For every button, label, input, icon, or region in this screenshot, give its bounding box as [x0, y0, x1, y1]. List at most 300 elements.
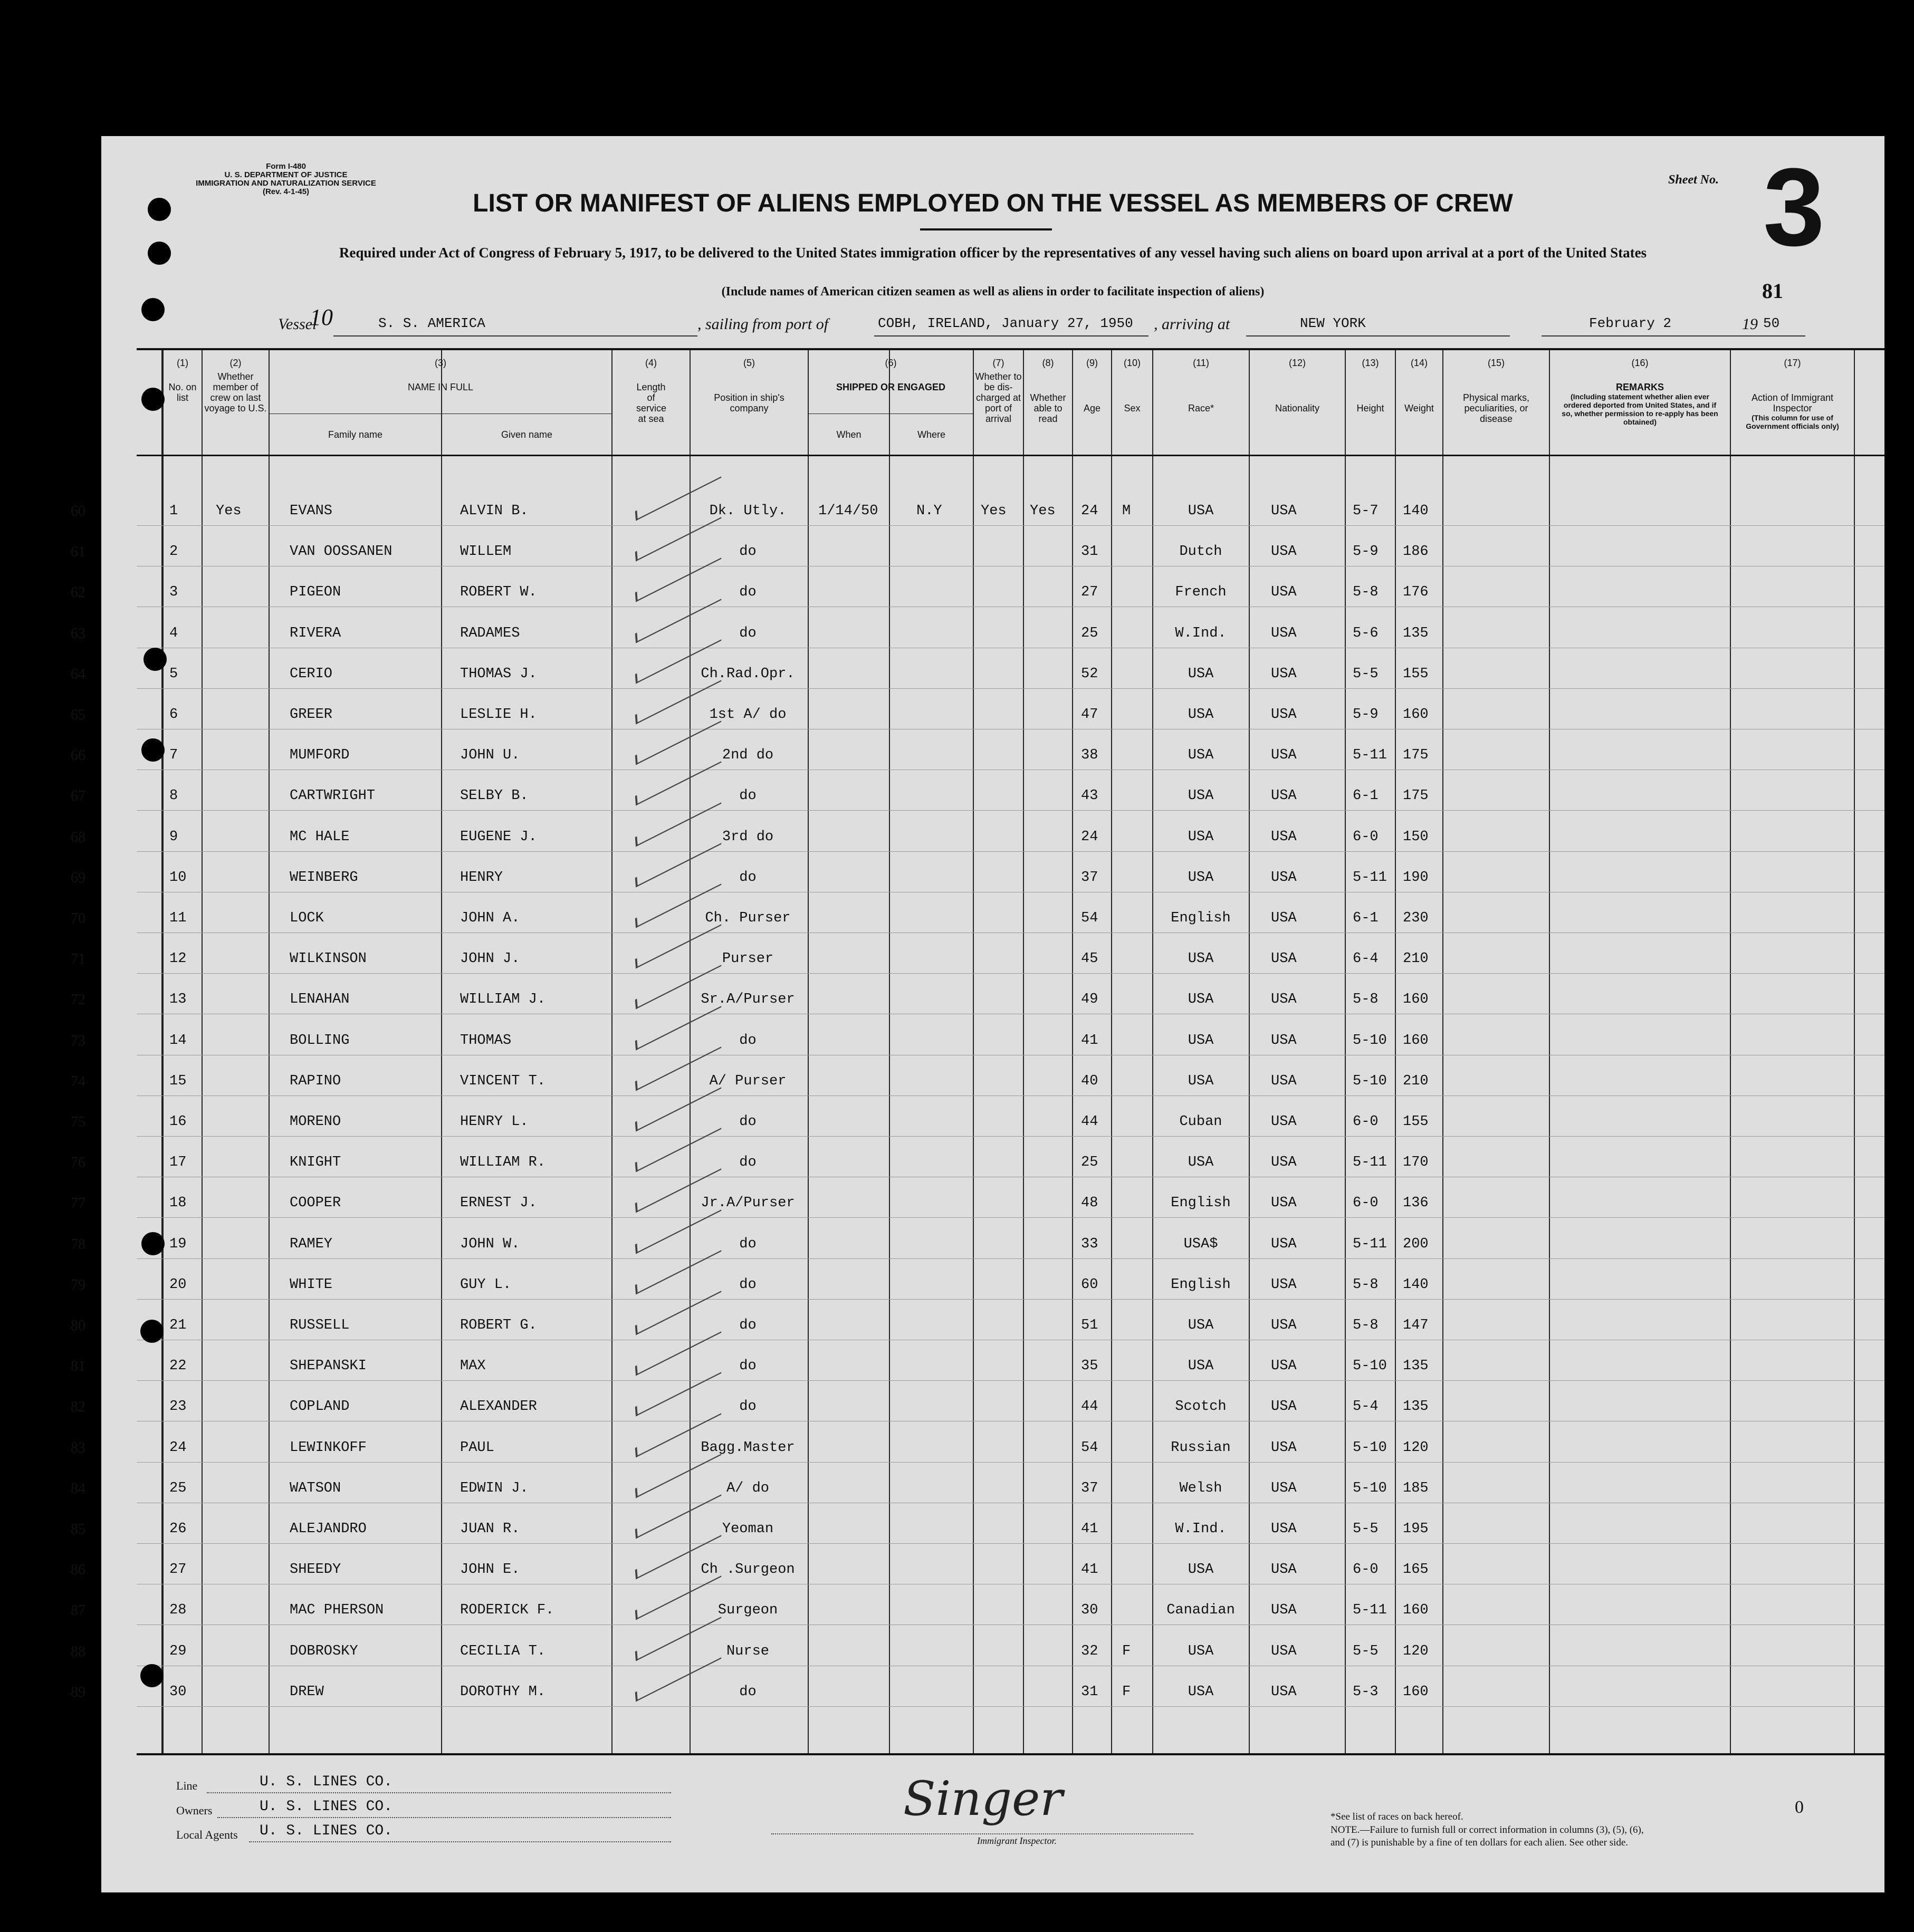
race-cell: English: [1171, 1195, 1231, 1212]
requirement-text: Required under Act of Congress of February 5, 1917, to be delivered to the United States immigration officer by the representatives of any vessel having such aliens on board upon arrival at a port of the United States: [339, 245, 1647, 261]
nationality-cell: USA: [1271, 1602, 1297, 1619]
height-cell: 5-11: [1353, 869, 1387, 886]
given-name-cell: THOMAS J.: [460, 666, 537, 682]
service: IMMIGRATION AND NATURALIZATION SERVICE: [196, 179, 376, 188]
weight-cell: 155: [1403, 666, 1429, 682]
punch-hole: [141, 298, 165, 321]
col14-title: Weight: [1404, 403, 1434, 414]
column-divider: [611, 350, 613, 1753]
given-name-cell: JUAN R.: [460, 1521, 520, 1537]
family-name-cell: LOCK: [290, 910, 324, 926]
weight-cell: 135: [1403, 625, 1429, 641]
list-number-cell: 2: [169, 544, 178, 560]
list-number-cell: 9: [169, 829, 178, 845]
race-cell: USA: [1188, 1073, 1214, 1089]
family-name-cell: EVANS: [290, 503, 333, 519]
given-name-header: Given name: [501, 429, 553, 440]
given-name-cell: JOHN A.: [460, 910, 520, 926]
nationality-cell: USA: [1271, 829, 1297, 845]
position-cell: A/ Purser: [709, 1073, 787, 1089]
line-number-cell: 67: [71, 788, 85, 805]
col11-header: [1153, 358, 1249, 414]
race-cell: USA: [1188, 707, 1214, 723]
family-name-cell: VAN OOSSANEN: [290, 544, 393, 560]
position-cell: do: [739, 1114, 757, 1130]
col2-title: Whether member of crew on last voyage to U.S.: [204, 371, 267, 414]
position-cell: Ch. Purser: [705, 910, 791, 926]
row-rule: [137, 525, 1884, 526]
given-name-cell: JOHN U.: [460, 747, 520, 764]
race-cell: W.Ind.: [1175, 625, 1227, 641]
column-divider: [808, 350, 809, 1753]
race-cell: USA: [1188, 869, 1214, 886]
race-cell: USA: [1188, 951, 1214, 967]
age-cell: 25: [1081, 1155, 1098, 1171]
height-cell: 5-5: [1353, 666, 1379, 682]
nationality-cell: USA: [1271, 1399, 1297, 1415]
line-number-cell: 86: [71, 1562, 85, 1579]
weight-cell: 200: [1403, 1236, 1429, 1252]
col2-number: (2): [229, 358, 242, 368]
family-name-cell: MC HALE: [290, 829, 350, 845]
age-cell: 41: [1081, 1562, 1098, 1578]
height-cell: 6-0: [1353, 829, 1379, 845]
row-rule: [137, 1136, 1884, 1137]
col10-header: [1112, 358, 1152, 414]
races-note: *See list of races on back hereof.: [1331, 1811, 1463, 1822]
line-number-cell: 74: [71, 1073, 85, 1090]
family-name-cell: CERIO: [290, 666, 333, 682]
nationality-cell: USA: [1271, 1358, 1297, 1374]
col1-number: (1): [177, 358, 188, 368]
height-cell: 6-4: [1353, 951, 1379, 967]
col2-header: [203, 358, 269, 414]
list-number-cell: 23: [169, 1399, 187, 1415]
line-number-cell: 75: [71, 1114, 85, 1130]
given-name-cell: WILLIAM J.: [460, 992, 546, 1008]
column-divider: [973, 350, 974, 1753]
position-cell: Purser: [722, 951, 774, 967]
age-cell: 60: [1081, 1276, 1098, 1293]
age-cell: 48: [1081, 1195, 1098, 1212]
col15-title: Physical marks, peculiarities, or disease: [1462, 392, 1530, 424]
age-cell: 44: [1081, 1114, 1098, 1130]
age-cell: 24: [1081, 503, 1098, 519]
height-cell: 5-10: [1353, 1439, 1387, 1456]
age-cell: 41: [1081, 1032, 1098, 1049]
age-cell: 25: [1081, 625, 1098, 641]
nationality-cell: USA: [1271, 1643, 1297, 1659]
family-name-cell: LEWINKOFF: [290, 1439, 367, 1456]
column-divider: [1152, 350, 1153, 1753]
line-number-cell: 82: [71, 1399, 85, 1416]
weight-cell: 160: [1403, 992, 1429, 1008]
position-cell: Bagg.Master: [701, 1439, 795, 1456]
col9-number: (9): [1086, 358, 1098, 368]
nationality-cell: USA: [1271, 1236, 1297, 1252]
family-name-cell: RUSSELL: [290, 1318, 350, 1333]
col8-header: [1024, 358, 1072, 424]
page-number: 81: [1762, 279, 1783, 303]
vessel-label: Vessel: [278, 315, 317, 333]
line-number-cell: 68: [71, 829, 85, 845]
given-name-cell: ALEXANDER: [460, 1399, 537, 1415]
weight-cell: 140: [1403, 503, 1429, 519]
family-name-cell: GREER: [290, 707, 333, 723]
line-number-cell: 85: [71, 1521, 85, 1537]
height-cell: 5-11: [1353, 747, 1387, 764]
col9-header: [1073, 358, 1111, 414]
column-divider: [441, 350, 442, 1753]
list-number-cell: 20: [169, 1276, 187, 1293]
race-cell: USA: [1188, 503, 1214, 519]
list-number-cell: 26: [169, 1521, 187, 1537]
weight-cell: 160: [1403, 1032, 1429, 1049]
line-number-cell: 61: [71, 544, 85, 561]
nationality-cell: USA: [1271, 951, 1297, 967]
list-number-cell: 1: [169, 503, 178, 519]
arrival-month-day: February 2: [1589, 315, 1672, 331]
owners-dotted-rule: [217, 1817, 671, 1818]
manifest-sheet: [71, 136, 1884, 1892]
nationality-cell: USA: [1271, 1684, 1297, 1700]
age-cell: 44: [1081, 1399, 1098, 1415]
line-number-cell: 83: [71, 1439, 85, 1456]
year-prefix: 19: [1742, 315, 1758, 333]
height-cell: 5-8: [1353, 584, 1379, 601]
list-number-cell: 18: [169, 1195, 187, 1212]
given-name-cell: ROBERT G.: [460, 1318, 537, 1333]
given-name-cell: GUY L.: [460, 1276, 512, 1293]
race-cell: Russian: [1171, 1439, 1231, 1456]
age-cell: 47: [1081, 707, 1098, 723]
col15-header: [1443, 358, 1549, 424]
discharged-at-arrival-cell: Yes: [981, 503, 1007, 519]
weight-cell: 120: [1403, 1643, 1429, 1659]
family-name-cell: WEINBERG: [290, 869, 358, 886]
page-title: LIST OR MANIFEST OF ALIENS EMPLOYED ON THE VESSEL AS MEMBERS OF CREW: [473, 189, 1513, 217]
height-cell: 5-9: [1353, 707, 1379, 723]
given-name-cell: DOROTHY M.: [460, 1684, 546, 1700]
weight-cell: 160: [1403, 707, 1429, 723]
line-number-cell: 78: [71, 1236, 85, 1253]
arriving-label: , arriving at: [1154, 315, 1230, 333]
race-cell: USA$: [1183, 1236, 1218, 1252]
height-cell: 5-10: [1353, 1032, 1387, 1049]
line-label: Line: [176, 1779, 198, 1792]
position-cell: 3rd do: [722, 829, 774, 845]
position-cell: do: [739, 869, 757, 886]
height-cell: 5-4: [1353, 1399, 1379, 1415]
height-cell: 5-9: [1353, 544, 1379, 560]
shipped-when-cell: 1/14/50: [818, 503, 878, 519]
col12-number: (12): [1288, 358, 1306, 368]
age-cell: 31: [1081, 1684, 1098, 1700]
race-cell: USA: [1188, 1032, 1214, 1049]
age-cell: 45: [1081, 951, 1098, 967]
header-bottom-rule: [137, 455, 1884, 456]
punch-hole: [143, 648, 167, 671]
height-cell: 6-0: [1353, 1114, 1379, 1130]
list-number-cell: 25: [169, 1480, 187, 1496]
col11-number: (11): [1193, 358, 1209, 368]
department: U. S. DEPARTMENT OF JUSTICE: [224, 170, 348, 179]
col12-title: Nationality: [1275, 403, 1320, 414]
col4-title: Length of service at sea: [636, 382, 667, 424]
col15-number: (15): [1487, 358, 1505, 368]
race-cell: Welsh: [1179, 1480, 1222, 1496]
nationality-cell: USA: [1271, 1480, 1297, 1496]
row-rule: [137, 1706, 1884, 1707]
list-number-cell: 11: [169, 910, 187, 926]
row-rule: [137, 1462, 1884, 1463]
race-cell: USA: [1188, 1155, 1214, 1171]
age-cell: 27: [1081, 584, 1098, 601]
weight-cell: 160: [1403, 1684, 1429, 1700]
race-cell: English: [1171, 1276, 1231, 1293]
given-name-cell: JOHN J.: [460, 951, 520, 967]
weight-cell: 210: [1403, 951, 1429, 967]
family-name-cell: SHEPANSKI: [290, 1358, 367, 1374]
family-name-cell: PIGEON: [290, 584, 341, 601]
date-underline: [1542, 335, 1805, 337]
list-number-cell: 7: [169, 747, 178, 764]
line-number-cell: 62: [71, 584, 85, 601]
col6-title: SHIPPED OR ENGAGED: [836, 382, 946, 392]
col14-header: [1396, 358, 1442, 414]
col4-number: (4): [645, 358, 657, 368]
age-cell: 41: [1081, 1521, 1098, 1537]
row-rule: [137, 1380, 1884, 1381]
col11-title: Race*: [1188, 403, 1214, 414]
position-cell: Ch .Surgeon: [701, 1562, 795, 1578]
race-cell: USA: [1188, 666, 1214, 682]
inspector-signature: Singer: [903, 1771, 1063, 1827]
agents-label: Local Agents: [176, 1828, 238, 1841]
line-number-cell: 65: [71, 707, 85, 723]
height-cell: 5-5: [1353, 1521, 1379, 1537]
family-name-cell: LENAHAN: [290, 992, 350, 1008]
position-cell: 2nd do: [722, 747, 774, 764]
col3-header: [270, 358, 611, 392]
height-cell: 5-11: [1353, 1602, 1387, 1619]
weight-cell: 160: [1403, 1602, 1429, 1619]
weight-cell: 175: [1403, 788, 1429, 804]
height-cell: 5-8: [1353, 1276, 1379, 1293]
line-number-cell: 72: [71, 992, 85, 1008]
column-divider: [1442, 350, 1443, 1753]
age-cell: 43: [1081, 788, 1098, 804]
family-name-cell: WILKINSON: [290, 951, 367, 967]
height-cell: 6-1: [1353, 910, 1379, 926]
line-number-cell: 84: [71, 1480, 85, 1497]
col8-number: (8): [1042, 358, 1054, 368]
weight-cell: 175: [1403, 747, 1429, 764]
race-cell: USA: [1188, 829, 1214, 845]
col10-number: (10): [1123, 358, 1141, 368]
age-cell: 54: [1081, 910, 1098, 926]
owners-value: U. S. LINES CO.: [260, 1799, 393, 1815]
col5-header: [691, 358, 808, 414]
family-name-cell: RIVERA: [290, 625, 341, 641]
position-cell: do: [739, 1358, 757, 1374]
position-cell: Surgeon: [717, 1602, 778, 1619]
given-name-cell: VINCENT T.: [460, 1073, 546, 1089]
given-name-cell: WILLEM: [460, 544, 512, 560]
sex-cell: M: [1122, 503, 1131, 519]
col16-title: REMARKS: [1615, 382, 1664, 392]
list-number-cell: 12: [169, 951, 187, 967]
nationality-cell: USA: [1271, 544, 1297, 560]
given-name-cell: EDWIN J.: [460, 1480, 529, 1496]
nationality-cell: USA: [1271, 1562, 1297, 1578]
race-cell: Cuban: [1179, 1114, 1222, 1130]
col16-header: [1550, 358, 1730, 426]
age-cell: 32: [1081, 1643, 1098, 1659]
form-number: Form I-480: [266, 162, 306, 171]
given-name-cell: LESLIE H.: [460, 707, 537, 723]
sheet-label: Sheet No.: [1668, 173, 1719, 187]
col4-header: [613, 358, 690, 424]
nationality-cell: USA: [1271, 788, 1297, 804]
height-cell: 5-8: [1353, 1318, 1379, 1333]
when-header: When: [836, 429, 862, 440]
given-name-cell: PAUL: [460, 1439, 494, 1456]
line-number-cell: 81: [71, 1358, 85, 1375]
age-cell: 33: [1081, 1236, 1098, 1252]
weight-cell: 170: [1403, 1155, 1429, 1171]
age-cell: 40: [1081, 1073, 1098, 1089]
race-cell: USA: [1188, 1684, 1214, 1700]
nationality-cell: USA: [1271, 584, 1297, 601]
weight-cell: 195: [1403, 1521, 1429, 1537]
where-header: Where: [917, 429, 945, 440]
family-name-cell: SHEEDY: [290, 1562, 341, 1578]
column-divider: [1249, 350, 1250, 1753]
line-number-cell: 87: [71, 1602, 85, 1619]
family-name-cell: MORENO: [290, 1114, 341, 1130]
crew-table: [71, 348, 1884, 1755]
punch-hole: [148, 242, 171, 265]
nationality-cell: USA: [1271, 747, 1297, 764]
col9-title: Age: [1083, 403, 1101, 414]
family-name-cell: RAPINO: [290, 1073, 341, 1089]
age-cell: 54: [1081, 1439, 1098, 1456]
height-cell: 5-10: [1353, 1358, 1387, 1374]
revision: (Rev. 4-1-45): [262, 187, 310, 196]
list-number-cell: 27: [169, 1562, 187, 1578]
row-rule: [137, 1217, 1884, 1218]
list-number-cell: 14: [169, 1032, 187, 1049]
given-name-cell: CECILIA T.: [460, 1643, 546, 1659]
given-name-cell: HENRY L.: [460, 1114, 529, 1130]
last-voyage-cell: Yes: [216, 503, 242, 519]
nationality-cell: USA: [1271, 666, 1297, 682]
family-name-cell: MUMFORD: [290, 747, 350, 764]
col16-subtitle: (Including statement whether alien ever ordered deported from United States, and if so, whether permission to re-apply has been obtained): [1562, 392, 1718, 426]
given-name-cell: ALVIN B.: [460, 503, 529, 519]
weight-cell: 230: [1403, 910, 1429, 926]
race-cell: USA: [1188, 992, 1214, 1008]
list-number-cell: 4: [169, 625, 178, 641]
height-cell: 5-8: [1353, 992, 1379, 1008]
col3-title: NAME IN FULL: [407, 382, 474, 392]
position-cell: do: [739, 1236, 757, 1252]
family-name-cell: ALEJANDRO: [290, 1521, 367, 1537]
position-cell: do: [739, 1684, 757, 1700]
col7-title: Whether to be dis-charged at port of arrival: [975, 371, 1022, 424]
given-name-cell: JOHN E.: [460, 1562, 520, 1578]
line-number-cell: 77: [71, 1195, 85, 1212]
nationality-cell: USA: [1271, 1195, 1297, 1212]
age-cell: 38: [1081, 747, 1098, 764]
column-divider: [161, 350, 164, 1753]
line-number-cell: 69: [71, 869, 85, 886]
weight-cell: 185: [1403, 1480, 1429, 1496]
departure-port: COBH, IRELAND, January 27, 1950: [878, 315, 1133, 331]
race-cell: French: [1175, 584, 1227, 601]
race-cell: Dutch: [1179, 544, 1222, 560]
col17-title: Action of Immigrant Inspector: [1751, 392, 1834, 414]
list-number-cell: 10: [169, 869, 187, 886]
family-name-cell: COPLAND: [290, 1399, 350, 1415]
race-cell: W.Ind.: [1175, 1521, 1227, 1537]
col17-header: [1731, 358, 1854, 430]
nationality-cell: USA: [1271, 1073, 1297, 1089]
row-rule: [137, 973, 1884, 974]
col6-header: [809, 358, 973, 392]
family-name-header: Family name: [328, 429, 383, 440]
age-cell: 37: [1081, 1480, 1098, 1496]
nationality-cell: USA: [1271, 1318, 1297, 1333]
weight-cell: 150: [1403, 829, 1429, 845]
line-number-cell: 76: [71, 1155, 85, 1171]
height-cell: 5-6: [1353, 625, 1379, 641]
height-cell: 6-0: [1353, 1195, 1379, 1212]
position-cell: do: [739, 788, 757, 804]
agents-value: U. S. LINES CO.: [260, 1823, 393, 1839]
col13-title: Height: [1356, 403, 1384, 414]
family-name-cell: DOBROSKY: [290, 1643, 358, 1659]
include-note: (Include names of American citizen seamen as well as aliens in order to facilitate inspection of aliens): [721, 285, 1265, 299]
col13-header: [1346, 358, 1395, 414]
nationality-cell: USA: [1271, 503, 1297, 519]
col16-number: (16): [1631, 358, 1649, 368]
vessel-underline: [333, 335, 697, 337]
line-number-cell: 73: [71, 1032, 85, 1049]
age-cell: 31: [1081, 544, 1098, 560]
age-cell: 30: [1081, 1602, 1098, 1619]
list-number-cell: 15: [169, 1073, 187, 1089]
position-cell: Dk. Utly.: [709, 503, 787, 519]
height-cell: 5-11: [1353, 1155, 1387, 1171]
punch-hole: [141, 1232, 165, 1255]
weight-cell: 135: [1403, 1399, 1429, 1415]
nationality-cell: USA: [1271, 707, 1297, 723]
corner-mark: 0: [1795, 1798, 1804, 1817]
arrival-year: 50: [1763, 315, 1780, 331]
line-value: U. S. LINES CO.: [260, 1774, 393, 1790]
weight-cell: 140: [1403, 1276, 1429, 1293]
height-cell: 6-1: [1353, 788, 1379, 804]
col8-title: Whether able to read: [1030, 392, 1066, 424]
row-rule: [137, 1095, 1884, 1096]
column-divider: [202, 350, 203, 1753]
row-rule: [137, 1258, 1884, 1259]
height-cell: 5-3: [1353, 1684, 1379, 1700]
sheet-number: 3: [1763, 145, 1825, 269]
sailing-label: , sailing from port of: [697, 315, 829, 333]
